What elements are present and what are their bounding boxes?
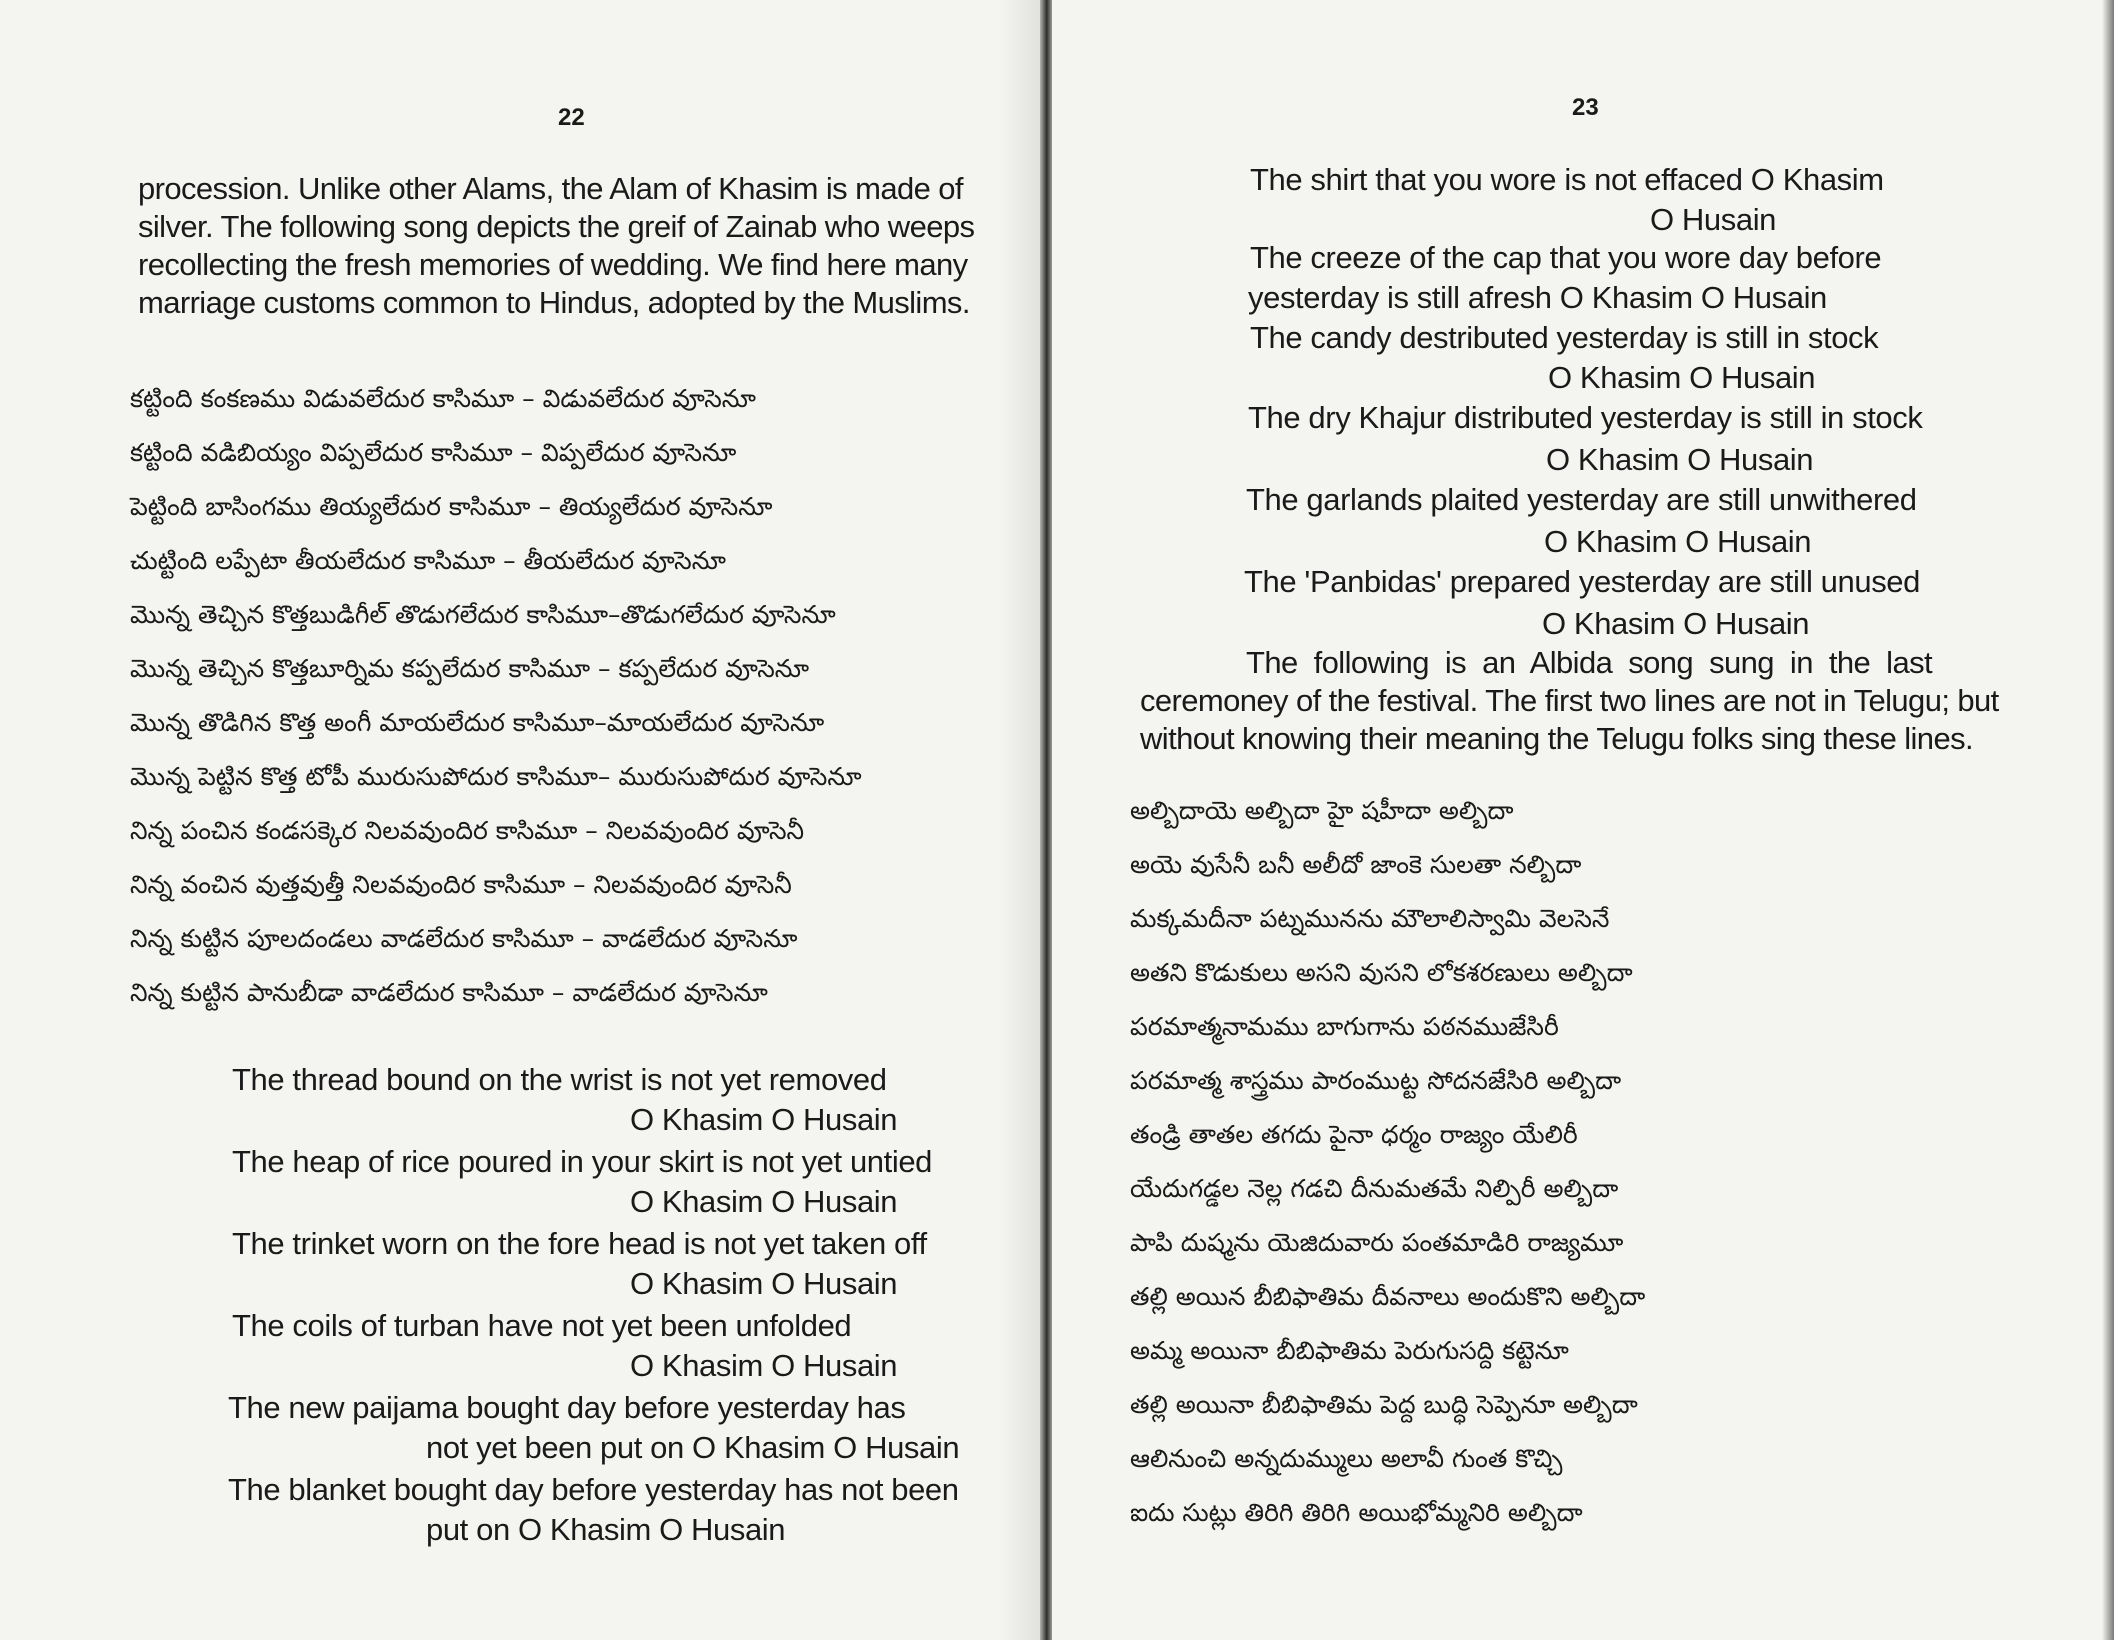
translation-line: The thread bound on the wrist is not yet removed (232, 1062, 887, 1097)
telugu-line: నిన్న కుట్టిన పానుబీడా వాడలేదుర కాసిమూ – వాడలేదుర వూసెనూ (130, 978, 768, 1007)
translation-line: The trinket worn on the fore head is not yet taken off (232, 1226, 927, 1261)
translation-line: The heap of rice poured in your skirt is not yet untied (232, 1144, 933, 1179)
translation-line: The new paijama bought day before yesterday has (228, 1390, 906, 1425)
refrain-line: put on O Khasim O Husain (426, 1512, 786, 1547)
refrain-line: O Khasim O Husain (630, 1184, 898, 1219)
telugu-line: అయె వుసేనీ బనీ అలీదో జాంకె సులతా నల్బిదా (1130, 850, 1582, 879)
paragraph-line: without knowing their meaning the Telugu folks sing these lines. (1140, 721, 1973, 756)
translation-line: The shirt that you wore is not effaced O Khasim (1250, 162, 1884, 197)
telugu-line: పరమాత్మనామము బాగుగాను పఠనముజేసిరీ (1130, 1012, 1559, 1041)
translation-line: The candy destributed yesterday is still in stock (1250, 320, 1879, 355)
intro-line: procession. Unlike other Alams, the Alam of Khasim is made of (138, 171, 963, 206)
left-page (0, 0, 1040, 1640)
telugu-line: మొన్న తెచ్చిన కొత్తబూర్నిమ కప్పలేదుర కాసిమూ – కప్పలేదుర వూసెనూ (130, 654, 810, 683)
right-page (1052, 0, 2114, 1640)
telugu-line: నిన్న వంచిన వుత్తవుత్తీ నిలవవుందిర కాసిమూ – నిలవవుందిర వూసెనీ (130, 870, 792, 899)
telugu-line: పరమాత్మ శాస్త్రము పారంముట్ట సోదనజేసిరి అల్బిదా (1130, 1066, 1622, 1095)
telugu-line: తల్లి అయిన బీబిఫాతిమ దీవనాలు అందుకొని అల్బిదా (1130, 1282, 1646, 1311)
refrain-line: O Khasim O Husain (630, 1102, 898, 1137)
translation-line: The dry Khajur distributed yesterday is still in stock (1248, 400, 1923, 435)
translation-line: The coils of turban have not yet been unfolded (232, 1308, 852, 1343)
intro-line: recollecting the fresh memories of wedding. We find here many (138, 247, 968, 282)
page-number: 22 (558, 104, 585, 131)
gutter-shadow (1000, 0, 1040, 1640)
page-number: 23 (1572, 94, 1599, 121)
telugu-line: పెట్టింది బాసింగము తియ్యలేదుర కాసిమూ – తియ్యలేదుర వూసెనూ (130, 492, 773, 521)
telugu-line: మొన్న పెట్టిన కొత్త టోపీ మురుసుపోదుర కాసిమూ– మురుసుపోదుర వూసెనూ (130, 762, 862, 791)
translation-line: The 'Panbidas' prepared yesterday are still unused (1244, 564, 1920, 599)
telugu-line: ఐదు సుట్లు తిరిగి తిరిగి అయిభోమ్మనిరి అల్బిదా (1130, 1498, 1583, 1527)
refrain-line: O Khasim O Husain (1548, 360, 1816, 395)
telugu-line: మొన్న తెచ్చిన కొత్తబుడిగీల్ తొడుగలేదుర కాసిమూ–తొడుగలేదుర వూసెనూ (130, 600, 836, 629)
refrain-line: O Khasim O Husain (1546, 442, 1814, 477)
telugu-line: కట్టింది వడిబియ్యం విప్పలేదుర కాసిమూ – విప్పలేదుర వూసెనూ (130, 438, 737, 467)
translation-line: yesterday is still afresh O Khasim O Husain (1248, 280, 1827, 315)
telugu-line: ఆలినుంచి అన్నదుమ్ములు అలావీ గుంత కొచ్చి (1130, 1444, 1563, 1473)
telugu-line: మొన్న తొడిగిన కొత్త అంగీ మాయలేదుర కాసిమూ–మాయలేదుర వూసెనూ (130, 708, 825, 737)
telugu-line: కట్టింది కంకణము విడువలేదుర కాసిమూ – విడువలేదుర వూసెనూ (130, 384, 757, 413)
translation-line: The blanket bought day before yesterday has not been (228, 1472, 959, 1507)
telugu-line: తండ్రి తాతల తగదు పైనా ధర్మం రాజ్యం యేలిరీ (1130, 1120, 1578, 1149)
translation-line: The creeze of the cap that you wore day before (1250, 240, 1882, 275)
telugu-line: అల్బిదాయె అల్బిదా హై షహీదా అల్బిదా (1130, 796, 1514, 825)
refrain-line: O Khasim O Husain (1544, 524, 1812, 559)
telugu-line: నిన్న పంచిన కండసక్కెర నిలవవుందిర కాసిమూ – నిలవవుందిర వూసెనీ (130, 816, 805, 845)
paragraph-line: The following is an Albida song sung in the last (1246, 645, 1932, 680)
refrain-line: O Khasim O Husain (630, 1348, 898, 1383)
refrain-line: not yet been put on O Khasim O Husain (426, 1430, 960, 1465)
telugu-line: తల్లి అయినా బీబిఫాతిమ పెద్ద బుద్ధి సెప్పెనూ అల్బిదా (1130, 1390, 1638, 1419)
telugu-line: అమ్మ అయినా బీబిఫాతిమ పెరుగుసద్ది కట్టెనూ (1130, 1336, 1569, 1365)
telugu-line: అతని కొడుకులు అసని వుసని లోకశరణులు అల్బిదా (1130, 958, 1633, 987)
refrain-line: O Khasim O Husain (1542, 606, 1810, 641)
page-edge (2102, 0, 2114, 1640)
refrain-line: O Khasim O Husain (630, 1266, 898, 1301)
intro-line: silver. The following song depicts the greif of Zainab who weeps (138, 209, 975, 244)
albida-paragraph (1140, 644, 2060, 758)
telugu-line: యేదుగడ్డల నెల్ల గడచి దీనుమతమే నిల్పిరీ అల్బిదా (1130, 1174, 1619, 1203)
translation-line: The garlands plaited yesterday are still unwithered (1246, 482, 1917, 517)
book-gutter (1040, 0, 1052, 1640)
paragraph-line: ceremoney of the festival. The first two lines are not in Telugu; but (1140, 683, 1999, 718)
intro-line: marriage customs common to Hindus, adopted by the Muslims. (138, 285, 970, 320)
telugu-line: పాపి దుష్మను యెజిదువారు పంతమాడిరి రాజ్యమూ (1130, 1228, 1624, 1257)
refrain-line: O Husain (1650, 202, 1777, 237)
intro-paragraph (138, 170, 974, 322)
telugu-line: నిన్న కుట్టిన పూలదండలు వాడలేదుర కాసిమూ – వాడలేదుర వూసెనూ (130, 924, 798, 953)
telugu-line: చుట్టింది లప్పేటా తీయలేదుర కాసిమూ – తీయలేదుర వూసెనూ (130, 546, 726, 575)
telugu-line: మక్కమదీనా పట్నమునను మౌలాలిస్వామి వెలసెనే (1130, 904, 1610, 933)
